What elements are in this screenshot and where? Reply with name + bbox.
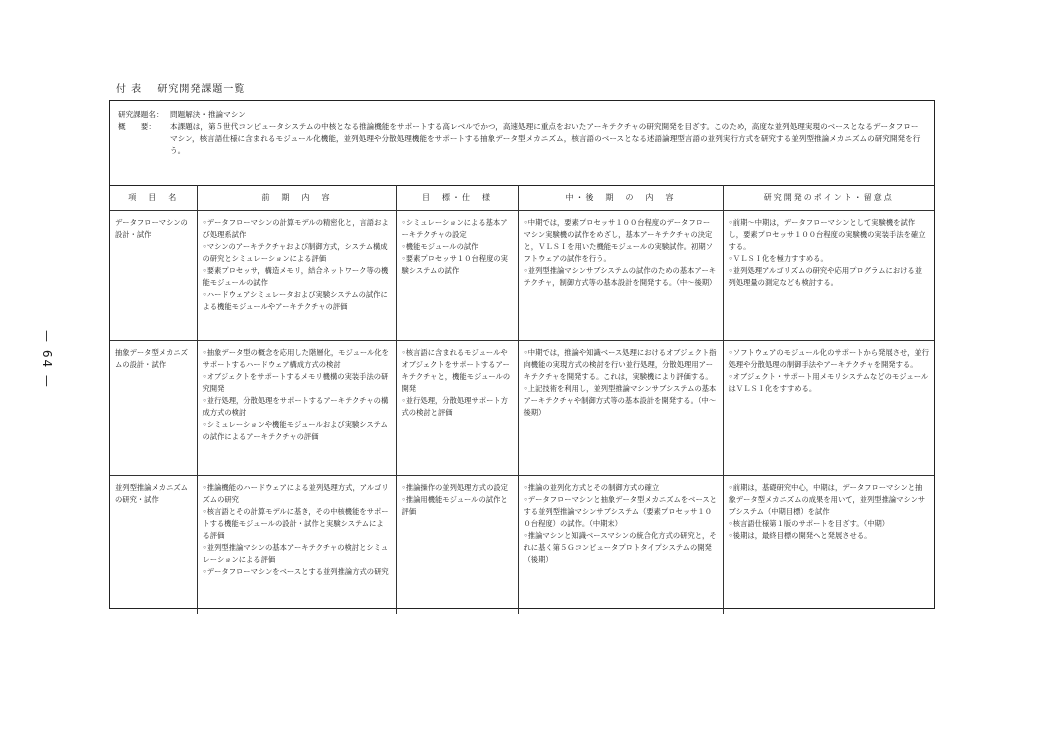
- column-header: 前 期 内 容: [197, 186, 396, 211]
- list-item: ◦シミュレーションによる基本アーキテクチャの設定: [401, 218, 508, 239]
- list-item: ◦後期は，最終目標の開発へと発展させる。: [728, 531, 872, 540]
- list-item: ◦データフローマシンをベースとする並列推論方式の研究: [202, 567, 389, 576]
- list-item: ◦並列処理アルゴリズムの研究や応用プログラムにおける並列処理量の測定なども検討する。: [728, 266, 923, 287]
- list-item: ◦推論操作の並列処理方式の設定: [401, 483, 508, 492]
- early-content-cell: [197, 476, 396, 614]
- goals-cell: [396, 476, 518, 614]
- project-summary: [110, 101, 934, 185]
- list-item: ◦機能モジュールの試作: [401, 242, 479, 251]
- page-number: — 64 —: [40, 330, 54, 389]
- row-name: 抽象データ型メカニズムの設計・試作: [110, 341, 197, 476]
- list-item: ◦上記技術を利用し，並列型推論マシンサブシステムの基本アーキテクチャや制御方式等の基本設計を開発する。（中～後期）: [523, 384, 717, 417]
- list-item: ◦並行処理，分散処理サポート方式の検討と評価: [401, 396, 508, 417]
- list-item: ◦中期では，推論や知識ベース処理におけるオブジェクト指向機能の実現方式の検討を行い並行処理，分散処理用アーキテクチャを開発する。これは，実験機により評価する。: [523, 348, 717, 381]
- table-row: [110, 211, 934, 341]
- later-content-cell: [518, 341, 723, 476]
- summary-value: 本課題は，第５世代コンピュータシステムの中核となる推論機能をサポートする高レベルでかつ，高速処理に重点をおいたアーキテクチャの研究開発を目ざす。このため，高度な並列処理実現のベースとなるデータフローマシン，核言語仕様に含まれるモジュール化機能，並列処理や分散処理機能をサポートする抽象データ型メカニズム，核言語のベースとなる述語論理型言語の並列実行方式を研究する並列型推論メカニズムの研究開発を行う。: [170, 122, 921, 155]
- column-header: 目 標・仕 様: [396, 186, 518, 211]
- points-cell: [723, 211, 934, 341]
- list-item: ◦並列型推論マシンサブシステムの試作のための基本アーキテクチャ，制御方式等の基本設計を開発する。（中～後期）: [523, 266, 717, 287]
- table-row: [110, 476, 934, 614]
- list-item: ◦推論の並列化方式とその制御方式の確立: [523, 483, 660, 492]
- summary-row: [118, 121, 926, 157]
- early-content-cell: [197, 341, 396, 476]
- theme-label: 研究課題名：: [118, 110, 164, 119]
- column-header: 項 目 名: [110, 186, 197, 211]
- column-header: 研究開発のポイント・留意点: [723, 186, 934, 211]
- summary-label: 概 要：: [118, 122, 156, 131]
- list-item: ◦データフローマシンの計算モデルの精密化と，言語および処理系試作: [202, 218, 389, 239]
- list-item: ◦シミュレーションや機能モジュールおよび実験システムの試作によるアーキテクチャの評価: [202, 420, 388, 441]
- later-content-cell: [518, 211, 723, 341]
- list-item: ◦データフローマシンと抽象データ型メカニズムをベースとする並列型推論マシンサブシステム（要素プロセッサ１００台程度）の試作。（中期末）: [523, 495, 717, 528]
- list-item: ◦前期～中期は，データフローマシンとして実験機を試作し，要素プロセッサ１００台程度の実験機の実装手法を確立する。: [728, 218, 926, 251]
- list-item: ◦中期では，要素プロセッサ１００台程度のデータフローマシン実験機の試作をめざし，基本アーキテクチャの決定と，ＶＬＳＩを用いた機能モジュールの実験試作。初期ソフトウェアの試作を行う。: [523, 218, 713, 263]
- points-cell: [723, 476, 934, 614]
- page-title: 付 表 研究開発課題一覧: [116, 84, 246, 95]
- list-item: ◦ＶＬＳＩ化を極力すすめる。: [728, 254, 828, 263]
- column-header: 中・後 期 の 内 容: [518, 186, 723, 211]
- list-item: ◦マシンのアーキテクチャおよび制御方式，システム構成の研究とシミュレーションによる評価: [202, 242, 388, 263]
- list-item: ◦ソフトウェアのモジュール化のサポートから発展させ，並行処理や分散処理の制御手法やアーキテクチャを開発する。: [728, 348, 930, 369]
- list-item: ◦核言語とその計算モデルに基き，その中核機能をサポートする機能モジュールの設計・試作と実験システムによる評価: [202, 507, 389, 540]
- list-item: ◦オブジェクト・サポート用メモリシステムなどのモジュールはＶＬＳＩ化をすすめる。: [728, 372, 929, 393]
- row-name: データフローマシンの設計・試作: [110, 211, 197, 341]
- list-item: ◦推論用機能モジュールの試作と評価: [401, 495, 508, 516]
- table-row: [110, 341, 934, 476]
- list-item: ◦オブジェクトをサポートするメモリ機構の実装手法の研究開発: [202, 372, 389, 393]
- points-cell: [723, 341, 934, 476]
- project-table-frame: [109, 100, 935, 609]
- list-item: ◦要素プロセッサ，構造メモリ，結合ネットワーク等の機能モジュールの試作: [202, 266, 389, 287]
- row-name: 並列型推論メカニズムの研究・試作: [110, 476, 197, 614]
- goals-cell: [396, 211, 518, 341]
- list-item: ◦要素プロセッサ１０台程度の実験システムの試作: [401, 254, 508, 275]
- list-item: ◦抽象データ型の概念を応用した階層化，モジュール化をサポートするハードウェア構成方式の検討: [202, 348, 389, 369]
- list-item: ◦推論マシンと知識ベースマシンの統合化方式の研究と，それに基く第５Ｇコンピュータプロトタイプシステムの開発 （後期）: [523, 531, 717, 564]
- list-item: ◦ハードウェアシミュレータおよび実験システムの試作による機能モジュールやアーキテクチャの評価: [202, 290, 388, 311]
- early-content-cell: [197, 211, 396, 341]
- list-item: ◦推論機能のハードウェアによる並列処理方式，アルゴリズムの研究: [202, 483, 389, 504]
- list-item: ◦前期は，基礎研究中心，中期は，データフローマシンと抽象データ型メカニズムの成果を用いて，並列型推論マシンサブシステム（中期目標）を試作: [728, 483, 926, 516]
- research-table: [110, 185, 934, 614]
- goals-cell: [396, 341, 518, 476]
- list-item: ◦核言語に含まれるモジュールやオブジェクトをサポートするアーキテクチャと，機能モジュールの開発: [401, 348, 511, 393]
- list-item: ◦核言語仕様第１版のサポートを目ざす。（中期）: [728, 519, 890, 528]
- later-content-cell: [518, 476, 723, 614]
- list-item: ◦並列型推論マシンの基本アーキテクチャの検討とシミュレーションによる評価: [202, 543, 389, 564]
- theme-row: [118, 109, 926, 121]
- theme-value: 問題解決・推論マシン: [170, 110, 246, 119]
- table-header-row: [110, 186, 934, 211]
- list-item: ◦並行処理，分散処理をサポートするアーキテクチャの構成方式の検討: [202, 396, 389, 417]
